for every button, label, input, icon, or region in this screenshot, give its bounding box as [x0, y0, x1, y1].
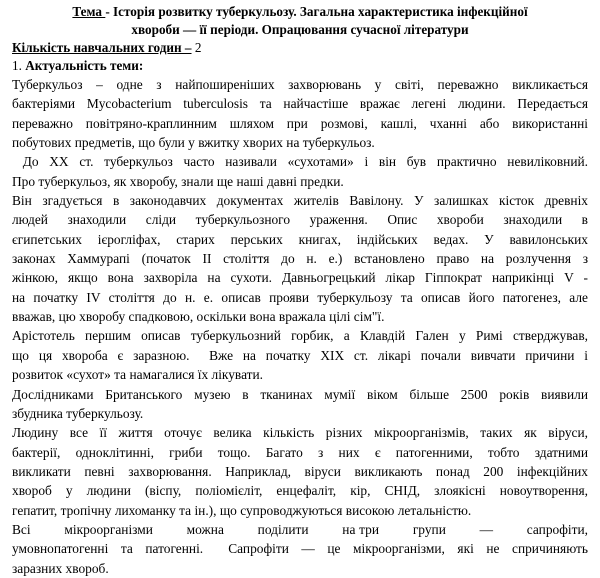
- text-line: єгипетських ієрогліфах, старих перських книгах, індійських ведах. У вавилонських: [12, 231, 588, 247]
- training-hours-label: Кількість навчальних годин –: [12, 40, 192, 55]
- paragraph-british-museum: [12, 385, 588, 424]
- training-hours-value: 2: [191, 40, 202, 55]
- title-keyword-tema: Тема: [72, 4, 106, 19]
- paragraph-saprophytes: [12, 520, 588, 578]
- text-line: Людину все її життя оточує велика кількість різних мікроорганізмів, таких як віруси,: [12, 425, 588, 441]
- title-line-2-text: хвороби — її періоди. Опрацювання сучасної літератури: [131, 21, 469, 37]
- text-line: вважав, цю хворобу спадковою, оскільки вона вражала цілі сім"ї.: [12, 309, 385, 325]
- document-title: [12, 3, 588, 38]
- title-line-1: [16, 3, 584, 21]
- text-line: законах Хаммурапі (початок II століття до н. е.) встановлено право на розлучення з: [12, 251, 588, 267]
- text-line: побутових предметів, що були у вжитку хворих на туберкульоз.: [12, 135, 375, 151]
- text-line: розвиток «сухот» та намагалися їх лікувати.: [12, 367, 264, 383]
- text-line: Всі мікроорганізми можна поділити на три групи — сапрофіти,: [12, 521, 588, 537]
- text-line: що ця хвороба є заразною. Вже на початку XIX ст. лікарі почали вивчати причини і: [12, 347, 588, 363]
- text-line: на початку IV століття до н. е. описав прояви туберкульозу та описав його патогенез, але: [12, 289, 588, 305]
- title-line-1-text: - Історія розвитку туберкульозу. Загальна характеристика інфекційної: [105, 4, 528, 19]
- text-line: Дослідниками Британського музею в тканинах мумії віком більше 2500 років виявили: [12, 386, 588, 402]
- text-line: збудника туберкульозу.: [12, 405, 144, 421]
- text-line: переважно повітряно-краплинним шляхом при розмові, кашлі, чханні або використанні: [12, 115, 588, 131]
- paragraph-microorganisms: [12, 423, 588, 520]
- text-line: бактерії, одноклітинні, гриби тощо. Багато з них є патогенними, тобто здатними: [12, 444, 588, 460]
- paragraph-20th-century: [12, 152, 588, 191]
- text-line: викликати певні захворювання. Наприклад, віруси викликають понад 200 інфекційних: [12, 463, 588, 479]
- text-line: бактеріями Mycobacterium tuberculosis та найчастіше вражає легені людини. Передається: [12, 96, 588, 112]
- paragraph-tuberculosis-intro: [12, 75, 588, 152]
- text-line: хвороб у людини (віспу, поліомієліт, енцефаліт, кір, СНІД, злоякісні новоутворення,: [12, 483, 588, 499]
- text-line: жінкою, якщо вона захворіла на сухоти. Давньогрецький лікар Гіппократ наприкінці V -: [12, 270, 588, 286]
- text-line: заразних хвороб.: [12, 560, 109, 576]
- text-line: Туберкульоз – одне з найпоширеніших захворювань у світі, переважно викликається: [12, 77, 588, 92]
- text-line: гепатит, тропічну лихоманку та ін.), що супроводжуються високою летальністю.: [12, 502, 472, 518]
- document-body: [12, 75, 588, 578]
- text-line: Арістотель першим описав туберкульозний горбик, а Клавдій Гален у Римі стверджував,: [12, 328, 588, 344]
- section-number: 1.: [12, 58, 22, 73]
- section-heading-relevance: [12, 57, 588, 75]
- section-heading-text: Актуальність теми:: [21, 58, 144, 73]
- paragraph-aristotle-galen: [12, 326, 588, 384]
- text-line: людей знаходили сліди туберкульозного ураження. Опис хвороби знаходили в: [12, 212, 588, 228]
- text-line: Він згадується в законодавчих документах жителів Вавілону. У залишках кісток древніх: [12, 193, 588, 209]
- title-line-2: [16, 21, 584, 39]
- text-line: Про туберкульоз, як хворобу, знали ще наші давні предки.: [12, 173, 344, 189]
- training-hours-line: [12, 39, 588, 57]
- text-line: умовнопатогенні та патогенні. Сапрофіти — це мікроорганізми, які не спричиняють: [12, 541, 588, 557]
- paragraph-ancient-history: [12, 191, 588, 326]
- text-line: До XX ст. туберкульоз часто називали «сухотами» і він був практично невиліковний.: [12, 154, 588, 170]
